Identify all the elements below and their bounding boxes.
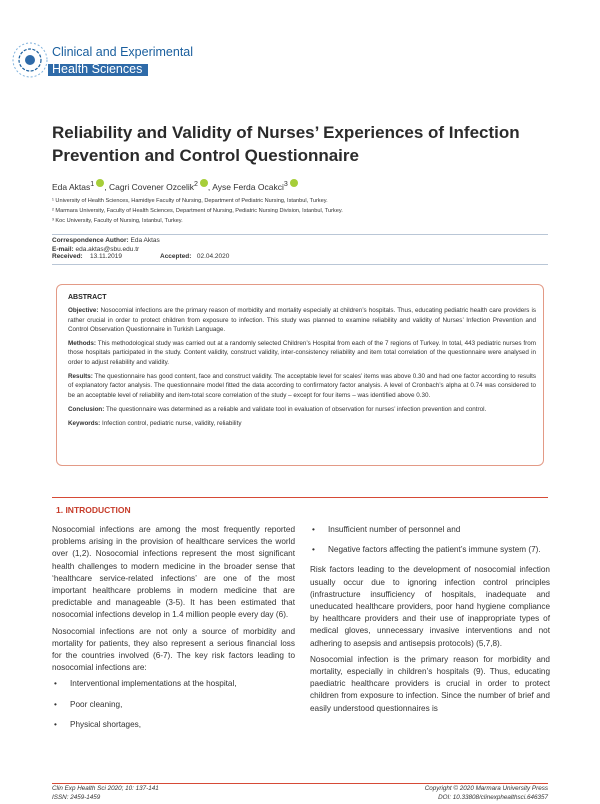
author-name: Ayse Ferda Ocakci <box>212 181 284 192</box>
footer-right <box>425 784 548 802</box>
methods-text: This methodological study was carried out at a randomly selected Children’s Hospital from each of the 7 regions of Turkey. In total, 443 pediatric nurses from those hospitals participated in the study. Content validity, construct validity, inter-consistency reliability and item total correlation of the questionnaire were analysed in order to adjust reliability and validity. <box>68 340 536 366</box>
author-name: Cagri Covener Ozcelik <box>108 181 194 192</box>
journal-logo-icon <box>10 40 50 80</box>
citation: Clin Exp Health Sci 2020; 10: 137-141 <box>52 785 159 792</box>
email-link[interactable]: eda.aktas@sbu.edu.tr <box>75 246 140 253</box>
orcid-icon[interactable] <box>290 179 298 187</box>
affiliation: ³ Koc University, Faculty of Nursing, Istanbul, Turkey. <box>52 218 183 224</box>
doi-link[interactable]: DOI: 10.33808/clinexphealthsci.646357 <box>438 794 548 801</box>
accepted-value: 02.04.2020 <box>196 253 230 260</box>
section-title: 1. INTRODUCTION <box>56 505 131 515</box>
results-label: Results: <box>68 373 93 381</box>
received-value: 13.11.2019 <box>89 253 123 260</box>
journal-name-line1: Clinical and Experimental <box>52 45 194 59</box>
author-sup: 3 <box>283 180 288 188</box>
received-date <box>52 253 122 260</box>
conclusion-text: The questionnaire was determined as a reliable and validate tool in evaluation of observation for nurses’ infection prevention and control. <box>106 405 487 413</box>
accepted-date <box>160 253 229 260</box>
accepted-label: Accepted: <box>160 253 192 260</box>
affiliation: ² Marmara University, Faculty of Health Sciences, Department of Nursing, Pediatric Nursing Division, Istanbul, Turkey. <box>52 208 343 214</box>
list-item: • Physical shortages, <box>52 719 295 731</box>
list-item: • Poor cleaning, <box>52 699 295 711</box>
received-label: Received: <box>52 253 83 260</box>
correspondence-label: Correspondence Author: <box>52 237 129 244</box>
divider <box>52 234 548 235</box>
methods-label: Methods: <box>68 340 96 348</box>
list-item: • Insufficient number of personnel and <box>310 524 550 536</box>
results-text: The questionnaire has good content, face and construct validity. The acceptable level for scales’ items was above 0.30 and had one factor according to results of explanatory factor analysis. The questionnaire model fitted the data according to confirmatory factor analysis. A level of Cronbach’s alpha at 0.74 was considered to be an acceptable level of reliability and item-total score correlation of the study – except for four items – was identified above 0.30. <box>68 373 536 399</box>
paragraph: Nosocomial infections are among the most frequently reported problems arising in the provision of healthcare services the world over (1,2). Nosocomial infections represent the most significant health challenges to modern medicine in the broader sense that ‘healthcare service-related infections’ are one of the most important healthcare problems in modern medicine that are predictable and manageable (3-5). It has been estimated that nosocomial infections develop in 1.4 million people every day (6). <box>52 525 295 620</box>
author-list: Eda Aktas$^1$ , Cagri Covener Ozcelik$^2$ , Ayse Ferda Ocakci$^3$ <box>52 180 562 192</box>
abstract <box>68 293 536 434</box>
objective-text: Nosocomial infections are the primary reason of morbidity and mortality especially at children’s hospitals. Thus, educating pediatric health care providers is rather crucial in order to protect children from exposure to infection. This study was planned to examine reliability and validity of Nurses’ Infection Prevention and Control Observation Questionnaire in Turkish Language. <box>68 307 537 333</box>
objective-label: Objective: <box>68 307 99 315</box>
footer-left <box>52 784 159 802</box>
abstract-heading: ABSTRACT <box>68 294 107 301</box>
affiliation: ¹ University of Health Sciences, Hamidiye Faculty of Nursing, Department of Pediatric Nursing, Istanbul, Turkey. <box>52 198 328 204</box>
orcid-icon[interactable] <box>96 179 104 187</box>
paragraph: Nosocomial infection is the primary reason for morbidity and mortality, especially in children’s hospitals (9). Thus, educating paediatric healthcare providers is crucial in order to protect children from exposure to infection. Since the number of brief and easily understood questionnaires is <box>310 654 550 713</box>
correspondence <box>52 236 160 254</box>
email-label: E-mail: <box>52 246 74 253</box>
paragraph: Risk factors leading to the development of nosocomial infection usually occur due to ignoring infection control principles (infrastructure insufficiency of hospitals, inadequate and uneducated healthcare providers, poor hand hygiene compliance by healthcare providers and their use of inappropriate types of medical gloves, unnecessary invasive interventions and not adhering to asepsis and antisepsis protocols) (5,7,8). <box>310 565 550 648</box>
journal-name <box>52 45 193 59</box>
abstract-objective <box>68 306 536 334</box>
paragraph: Nosocomial infections are not only a source of morbidity and mortality for patients, they also represent a serious financial loss for the countries involved (6-7). The key risk factors leading to nosocomial infections are: <box>52 626 295 673</box>
list-item: • Negative factors affecting the patient’s immune system (7). <box>310 544 550 556</box>
divider <box>52 264 548 265</box>
left-column <box>52 524 295 739</box>
copyright: Copyright © 2020 Marmara University Press <box>424 785 548 792</box>
abstract-keywords <box>68 419 536 428</box>
author-name: Eda Aktas <box>52 181 91 192</box>
risk-factor-list <box>310 524 550 556</box>
keywords-text: Infection control, pediatric nurse, validity, reliability <box>101 420 242 428</box>
section-divider <box>52 497 548 498</box>
abstract-methods <box>68 339 536 367</box>
orcid-icon[interactable] <box>200 179 208 187</box>
author-sup: 1 <box>90 180 95 188</box>
journal-name-line2: Health Sciences <box>52 62 143 76</box>
affiliations <box>52 196 552 226</box>
article-title: Reliability and Validity of Nurses’ Experiences of Infection Prevention and Control Questionnaire <box>52 123 520 165</box>
list-item: • Interventional implementations at the hospital, <box>52 678 295 690</box>
abstract-results <box>68 372 536 400</box>
issn: ISSN: 2459-1459 <box>52 794 101 801</box>
right-column <box>310 524 550 719</box>
abstract-conclusion <box>68 405 536 414</box>
risk-factor-list <box>52 678 295 731</box>
author-sup: 2 <box>193 180 198 188</box>
correspondence-name: Eda Aktas <box>130 237 160 244</box>
keywords-label: Keywords: <box>68 420 101 428</box>
conclusion-label: Conclusion: <box>68 405 105 413</box>
